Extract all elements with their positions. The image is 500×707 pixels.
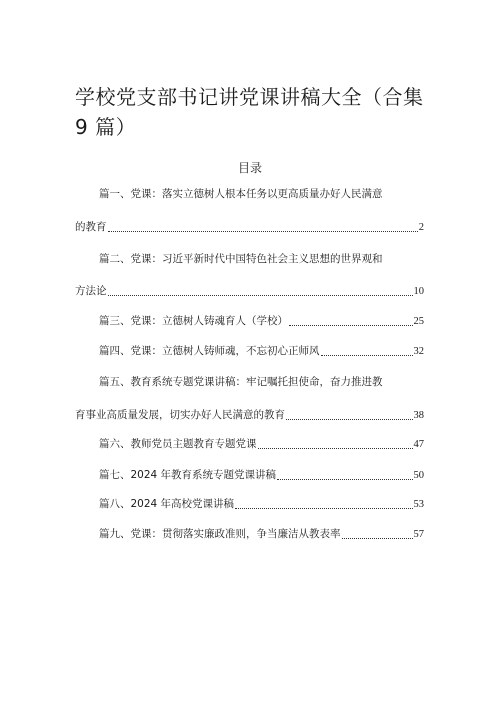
toc-leader-dots: [321, 346, 413, 356]
toc-entry-1-page: 2: [418, 222, 424, 233]
toc-entry-2-row[interactable]: [75, 284, 424, 299]
toc-leader-dots: [342, 529, 413, 539]
document-title: 学校党支部书记讲党课讲稿大全（合集 9 篇）: [75, 85, 424, 139]
toc-leader-dots: [277, 470, 412, 480]
toc-leader-dots: [108, 222, 418, 232]
toc-entry-5-row[interactable]: [75, 408, 424, 423]
toc-entry-8-page: 53: [413, 499, 424, 510]
toc-entry-5-page: 38: [413, 410, 424, 421]
toc-entry-4-row[interactable]: [99, 344, 424, 359]
toc-leader-dots: [108, 286, 413, 296]
toc-entry-2-line1[interactable]: 篇二、党课：习近平新时代中国特色社会主义思想的世界观和: [99, 253, 383, 265]
toc-entry-4-page: 32: [413, 346, 424, 357]
toc-entry-6-page: 47: [413, 439, 424, 450]
toc-entry-8-row[interactable]: [99, 497, 424, 512]
toc-heading: 目录: [237, 161, 262, 175]
toc-entry-1-line1[interactable]: 篇一、党课：落实立德树人根本任务以更高质量办好人民满意: [99, 188, 383, 200]
toc-entry-5-line1[interactable]: 篇五、教育系统专题党课讲稿：牢记嘱托担使命，奋力推进教: [99, 376, 383, 388]
toc-entry-9-line1: 篇九、党课：贯彻落实廉政准则，争当廉洁从教表率: [99, 528, 341, 540]
toc-entry-8-line1: 篇八、2024 年高校党课讲稿: [99, 498, 235, 510]
toc-entry-7-row[interactable]: [99, 468, 424, 483]
toc-entry-4-line1: 篇四、党课：立德树人铸师魂，不忘初心正师风: [99, 345, 320, 357]
toc-entry-1-row[interactable]: [75, 220, 424, 235]
toc-entry-5-line2: 育事业高质量发展，切实办好人民满意的教育: [75, 409, 285, 421]
toc-entry-6-line1: 篇六、教师党员主题教育专题党课: [99, 438, 257, 450]
toc-leader-dots: [235, 499, 412, 509]
toc-entry-2-page: 10: [413, 286, 424, 297]
toc-entry-3-page: 25: [413, 316, 424, 327]
toc-leader-dots: [258, 439, 413, 449]
toc-entry-3-line1: 篇三、党课：立德树人铸魂育人（学校）: [99, 315, 288, 327]
toc-entry-9-row[interactable]: [99, 527, 424, 542]
toc-leader-dots: [286, 410, 413, 420]
toc-entry-7-line1: 篇七、2024 年教育系统专题党课讲稿: [99, 469, 277, 481]
toc-entry-1-line2: 的教育: [75, 221, 107, 233]
toc-entry-9-page: 57: [413, 529, 424, 540]
toc-entry-3-row[interactable]: [99, 314, 424, 329]
toc-entry-6-row[interactable]: [99, 437, 424, 452]
toc-entry-2-line2: 方法论: [75, 285, 107, 297]
toc-entry-7-page: 50: [413, 470, 424, 481]
toc-leader-dots: [289, 316, 413, 326]
